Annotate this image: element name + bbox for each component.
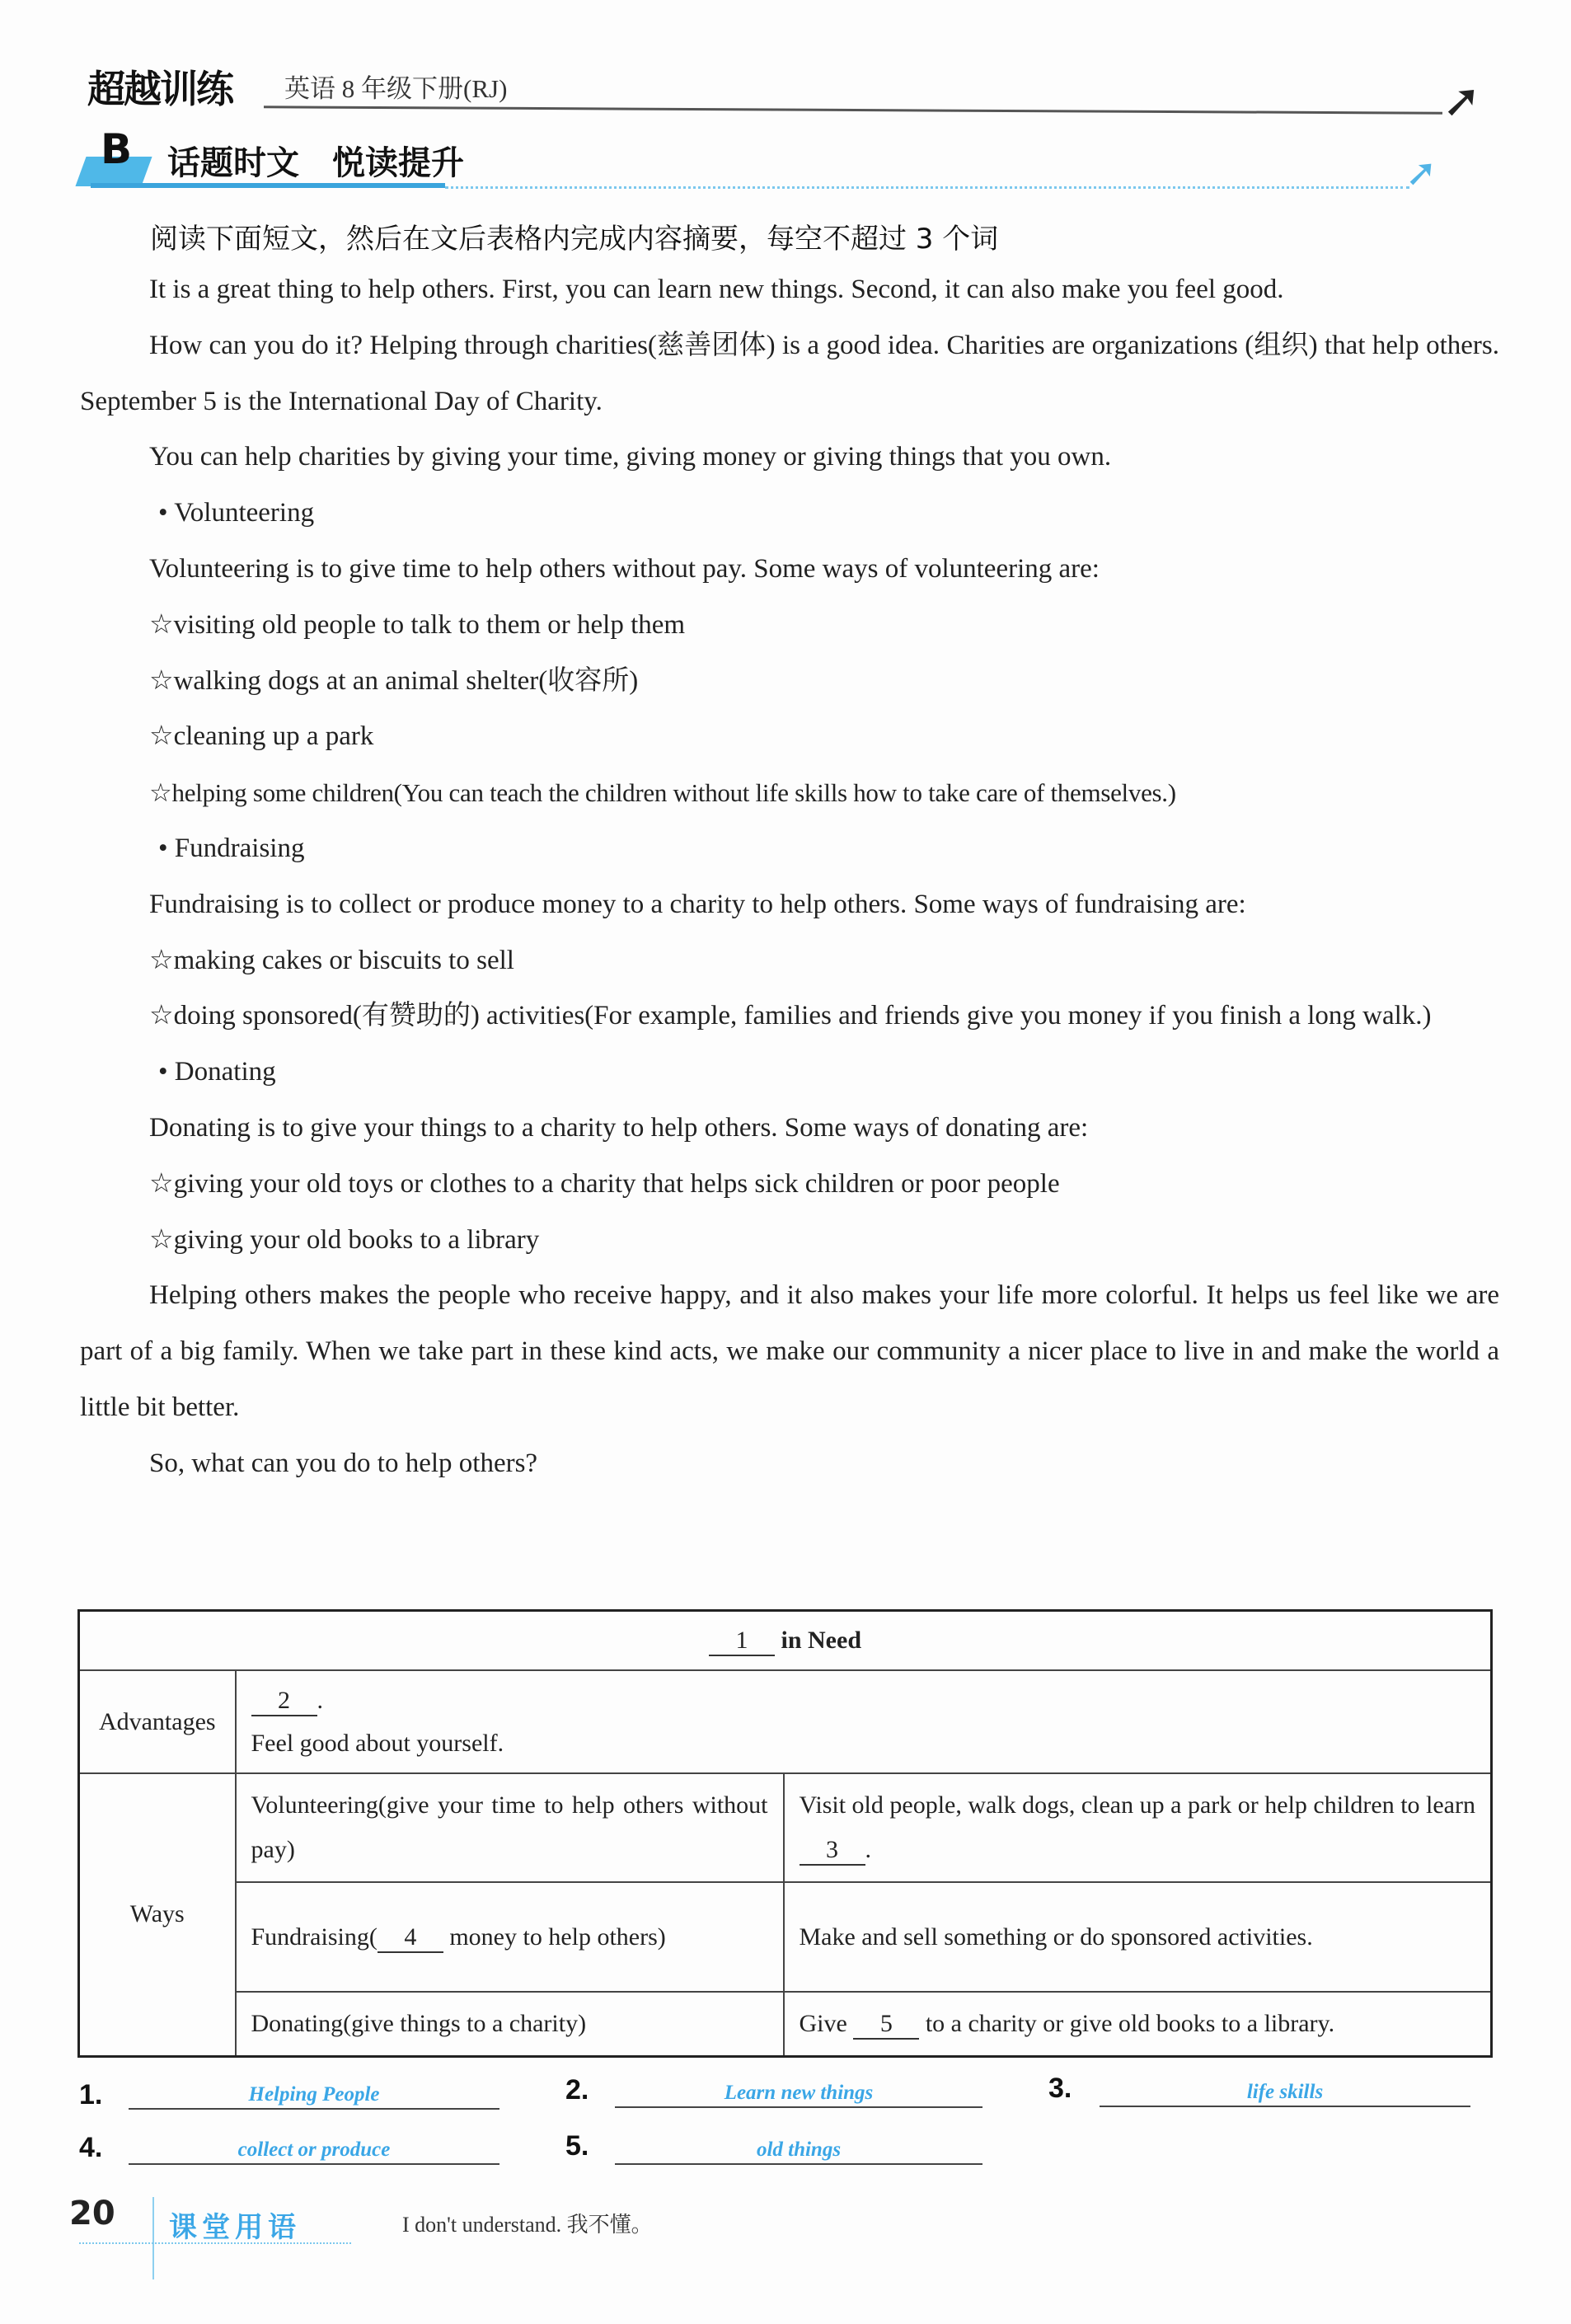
dot: . xyxy=(317,1686,323,1714)
star-item: ☆walking dogs at an animal shelter(收容所) xyxy=(149,665,639,696)
section-underline xyxy=(91,183,445,188)
answer-field-1[interactable]: Helping People xyxy=(129,2073,499,2110)
donating-cell: Donating(give things to a charity) xyxy=(236,1992,784,2056)
star-item: ☆giving your old books to a library xyxy=(149,1224,540,1255)
book-brand: 超越训练 xyxy=(87,67,232,111)
paragraph: You can help charities by giving your time, giving money or giving things that you own. xyxy=(149,442,1112,472)
star-item: ☆helping some children(You can teach the children without life skills how to take care of themselves.) xyxy=(149,778,1176,808)
page-number: 20 xyxy=(69,2195,115,2232)
paragraph: Volunteering is to give time to help others without pay. Some ways of volunteering are: xyxy=(149,553,1100,584)
section-badge xyxy=(81,125,155,188)
answer-number: 1. xyxy=(79,2079,103,2110)
fund-text-a: Fundraising( xyxy=(251,1923,378,1951)
answer-field-2[interactable]: Learn new things xyxy=(615,2072,982,2108)
volunteering-cell: Volunteering(give your time to help others without pay) xyxy=(236,1773,784,1882)
table-title-text: in Need xyxy=(781,1627,861,1654)
blank-4[interactable]: 4 xyxy=(378,1923,443,1953)
don-text-b: to a charity or give old books to a library. xyxy=(925,2009,1335,2037)
answer-field-3[interactable]: life skills xyxy=(1100,2071,1470,2107)
arrow-icon: ➚ xyxy=(1442,74,1481,128)
bullet-heading: • Fundraising xyxy=(158,833,305,863)
star-item: ☆doing sponsored(有赞助的) activities(For example, families and friends give you money if you finish a long walk.) xyxy=(149,1001,1432,1031)
don-text-a: Give xyxy=(799,2009,847,2037)
blank-5[interactable]: 5 xyxy=(853,2010,919,2040)
section-dotted-line xyxy=(445,186,1409,189)
dot: . xyxy=(865,1836,871,1863)
answer-number: 4. xyxy=(79,2132,103,2163)
answer-number: 2. xyxy=(565,2074,589,2106)
volunteering-detail xyxy=(784,1773,1492,1882)
fundraising-detail: Make and sell something or do sponsored activities. xyxy=(784,1882,1492,1992)
star-item: ☆cleaning up a park xyxy=(149,721,374,752)
footer-phrase: I don't understand. 我不懂。 xyxy=(402,2213,653,2237)
paragraph: So, what can you do to help others? xyxy=(149,1448,538,1478)
paragraph: Helping others makes the people who receive happy, and it also makes your life more colorful. It helps us feel like we are part of a big family. When we take part in these kind acts, we make our community a nicer place to live in and make the world a little bit better. xyxy=(80,1280,1499,1422)
star-item: ☆visiting old people to talk to them or help them xyxy=(149,609,686,640)
footer-title: 课堂用语 xyxy=(169,2213,301,2243)
blank-3[interactable]: 3 xyxy=(800,1836,865,1866)
footer-dotted-line xyxy=(79,2242,351,2244)
fund-text-b: money to help others) xyxy=(449,1923,666,1951)
paragraph: It is a great thing to help others. First, you can learn new things. Second, it can also make you feel good. xyxy=(149,275,1284,304)
paragraph: How can you do it? Helping through charities(慈善团体) is a good idea. Charities are organizations (组织) that help others. September 5 is the International Day of Charity. xyxy=(80,330,1499,416)
paragraph: Fundraising is to collect or produce money to a charity to help others. Some ways of fundraising are: xyxy=(149,889,1246,919)
fundraising-cell xyxy=(236,1882,784,1992)
book-subtitle: 英语 8 年级下册(RJ) xyxy=(284,74,508,103)
table-title xyxy=(79,1611,1492,1671)
advantages-cell xyxy=(236,1670,1492,1773)
paragraph: Donating is to give your things to a charity to help others. Some ways of donating are: xyxy=(149,1112,1089,1143)
instruction: 阅读下面短文，然后在文后表格内完成内容摘要，每空不超过 3 个词 xyxy=(150,223,999,256)
blank-2[interactable]: 2 xyxy=(251,1687,317,1716)
answer-field-4[interactable]: collect or produce xyxy=(129,2129,499,2165)
section-title: 话题时文 悦读提升 xyxy=(167,144,464,182)
summary-table xyxy=(77,1609,1493,2058)
header-divider xyxy=(264,106,1442,114)
answer-number: 5. xyxy=(565,2130,589,2162)
advantage-text: Feel good about yourself. xyxy=(251,1729,504,1757)
bullet-heading: • Volunteering xyxy=(158,498,315,528)
advantages-label: Advantages xyxy=(79,1670,236,1773)
blank-1[interactable]: 1 xyxy=(709,1627,775,1656)
bullet-heading: • Donating xyxy=(158,1057,276,1087)
answer-field-5[interactable]: old things xyxy=(615,2129,982,2165)
footer-divider xyxy=(152,2197,154,2279)
section-letter: B xyxy=(101,125,133,173)
ways-label: Ways xyxy=(79,1773,236,2056)
star-item: ☆giving your old toys or clothes to a charity that helps sick children or poor people xyxy=(149,1168,1060,1199)
donating-detail xyxy=(784,1992,1492,2056)
passage xyxy=(80,262,1499,1492)
answer-number: 3. xyxy=(1048,2073,1072,2104)
arrow-icon: ➚ xyxy=(1405,150,1437,195)
vol-detail-text: Visit old people, walk dogs, clean up a park or help children to learn xyxy=(799,1791,1475,1819)
star-item: ☆making cakes or biscuits to sell xyxy=(149,945,514,975)
